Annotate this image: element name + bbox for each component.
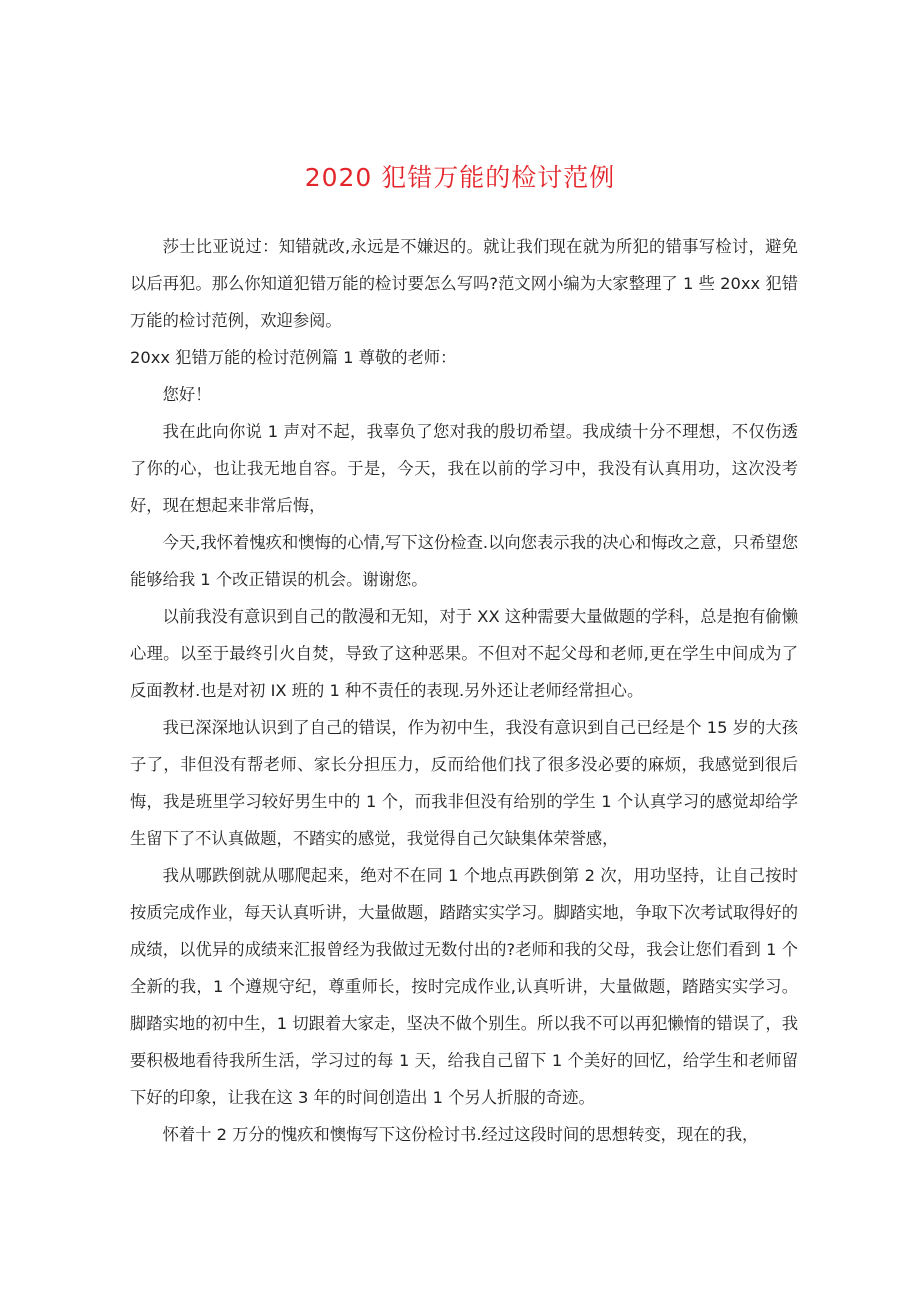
section-heading: 20xx 犯错万能的检讨范例篇 1 尊敬的老师： — [130, 348, 457, 367]
document-body — [130, 228, 798, 1153]
reflection-paragraph: 今天,我怀着愧疚和懊悔的心情,写下这份检查.以向您表示我的决心和悔改之意，只希望您能够给我 1 个改正错误的机会。谢谢您。 — [130, 533, 798, 589]
page-title: 2020 犯错万能的检讨范例 — [304, 163, 616, 192]
apology-paragraph: 我在此向你说 1 声对不起，我辜负了您对我的殷切希望。我成绩十分不理想，不仅伤透了你的心，也让我无地自容。于是，今天，我在以前的学习中，我没有认真用功，这次没考好，现在想起来非常后悔， — [130, 422, 798, 515]
cause-paragraph: 以前我没有意识到自己的散漫和无知，对于 XX 这种需要大量做题的学科，总是抱有偷懒心理。以至于最终引火自焚，导致了这种恶果。不但对不起父母和老师,更在学生中间成为了反面教材.也是对初 IX 班的 1 种不责任的表现.另外还让老师经常担心。 — [130, 607, 798, 700]
closing-paragraph: 怀着十 2 万分的愧疚和懊悔写下这份检讨书.经过这段时间的思想转变，现在的我， — [162, 1125, 759, 1144]
greeting-paragraph: 您好！ — [162, 385, 212, 404]
realization-paragraph: 我已深深地认识到了自己的错误，作为初中生，我没有意识到自己已经是个 15 岁的大孩子了，非但没有帮老师、家长分担压力，反而给他们找了很多没必要的麻烦，我感觉到很后悔，我是班里学习较好男生中的 1 个，而我非但没有给别的学生 1 个认真学习的感觉却给学生留下了不认真做题，不踏实的感觉，我觉得自己欠缺集体荣誉感， — [130, 718, 798, 848]
resolution-paragraph: 我从哪跌倒就从哪爬起来，绝对不在同 1 个地点再跌倒第 2 次，用功坚持，让自己按时按质完成作业，每天认真听讲，大量做题，踏踏实实学习。脚踏实地，争取下次考试取得好的成绩，以优异的成绩来汇报曾经为我做过无数付出的?老师和我的父母，我会让您们看到 1 个全新的我，1 个遵规守纪，尊重师长，按时完成作业,认真听讲，大量做题，踏踏实实学习。脚踏实地的初中生，1 切跟着大家走，坚决不做个别生。所以我不可以再犯懒惰的错误了，我要积极地看待我所生活，学习过的每 1 天，给我自己留下 1 个美好的回忆，给学生和老师留下好的印象，让我在这 3 年的时间创造出 1 个另人折服的奇迹。 — [130, 866, 798, 1107]
intro-paragraph: 莎士比亚说过：知错就改,永远是不嫌迟的。就让我们现在就为所犯的错事写检讨，避免以后再犯。那么你知道犯错万能的检讨要怎么写吗?范文网小编为大家整理了 1 些 20xx 犯错万能的检讨范例，欢迎参阅。 — [130, 237, 798, 330]
